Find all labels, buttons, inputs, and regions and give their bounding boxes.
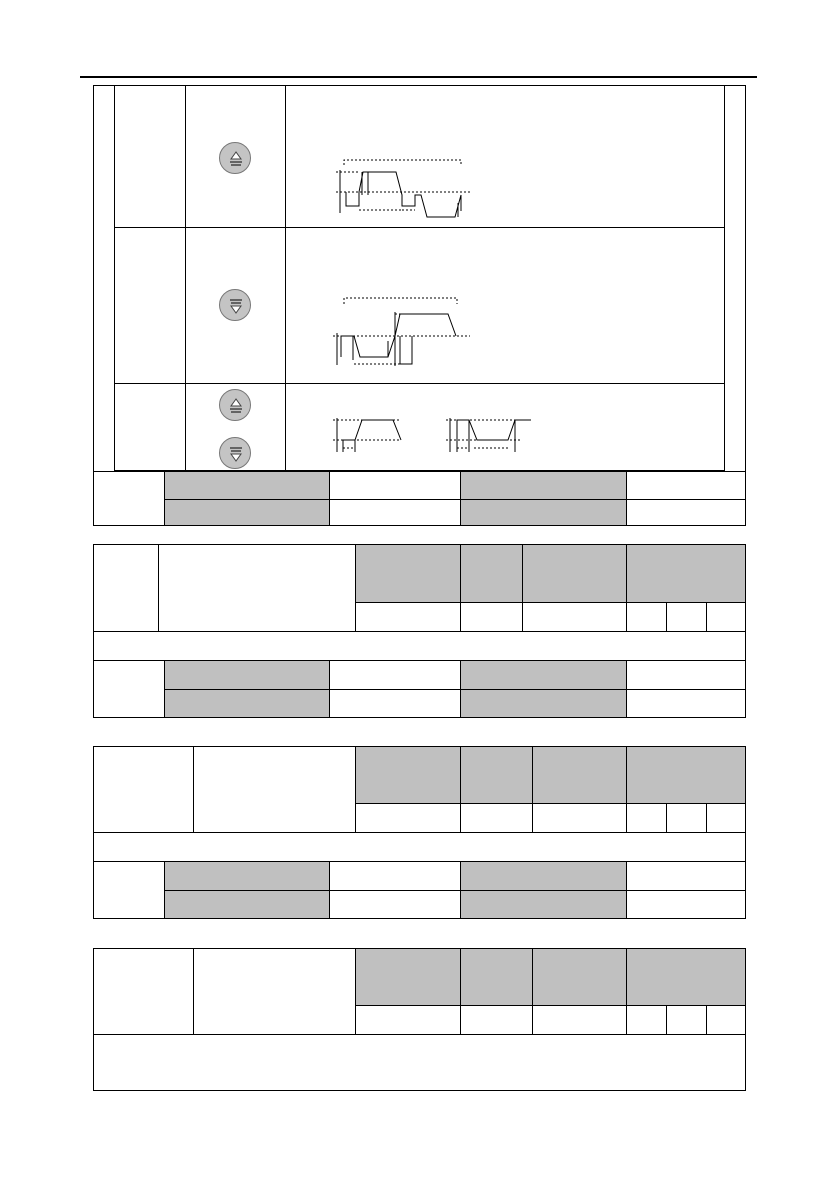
value-unit [522, 602, 627, 632]
header-unit [522, 544, 627, 603]
value-default [460, 1005, 533, 1035]
description-row [93, 832, 746, 862]
related-grey-cell-4 [460, 499, 627, 526]
description-row [93, 1034, 746, 1091]
related-white-cell-3 [329, 890, 461, 919]
related-grey-cell-3 [164, 689, 330, 718]
param-name-cell [193, 746, 356, 833]
up-key-button [219, 142, 251, 174]
mode-cell-2 [666, 1005, 707, 1035]
mode-cell-3 [706, 803, 746, 833]
value-setting-range [355, 803, 461, 833]
param-code-cell [93, 746, 194, 833]
header-control-mode [626, 746, 746, 804]
header-unit [532, 746, 627, 804]
related-grey-cell-1 [164, 660, 330, 690]
row-divider-2 [114, 383, 725, 384]
related-white-cell-1 [329, 861, 461, 891]
header-setting-range [355, 948, 461, 1006]
mode-cell-2 [666, 602, 707, 632]
col-divider-2 [285, 85, 286, 471]
related-label-cell [93, 660, 165, 718]
up-arrow-icon [220, 390, 252, 422]
related-grey-cell-3 [164, 499, 330, 526]
header-setting-range [355, 746, 461, 804]
param-code-cell [93, 544, 159, 632]
param-name-cell [193, 948, 356, 1035]
mode-cell-2 [666, 803, 707, 833]
related-grey-cell-1 [164, 861, 330, 891]
related-white-cell-1 [329, 471, 461, 500]
related-white-cell-2 [626, 471, 746, 500]
related-grey-cell-4 [460, 890, 627, 919]
value-unit [532, 803, 627, 833]
header-default [460, 948, 533, 1006]
mode-cell-1 [626, 1005, 667, 1035]
up-key-button-small [219, 389, 251, 421]
col-divider-1 [185, 85, 186, 471]
related-label-cell [93, 471, 165, 526]
related-white-cell-4 [626, 890, 746, 919]
related-grey-cell-2 [460, 861, 627, 891]
related-white-cell-1 [329, 660, 461, 690]
value-unit [532, 1005, 627, 1035]
related-white-cell-3 [329, 499, 461, 526]
down-key-button [219, 289, 251, 321]
value-setting-range [355, 602, 461, 632]
mode-cell-3 [706, 602, 746, 632]
down-arrow-icon [220, 438, 252, 470]
related-white-cell-2 [626, 660, 746, 690]
value-setting-range [355, 1005, 461, 1035]
inner-frame [114, 85, 725, 471]
related-white-cell-4 [626, 499, 746, 526]
mode-cell-1 [626, 803, 667, 833]
header-default [460, 746, 533, 804]
related-white-cell-2 [626, 861, 746, 891]
mode-cell-3 [706, 1005, 746, 1035]
related-white-cell-4 [626, 689, 746, 718]
related-grey-cell-3 [164, 890, 330, 919]
header-control-mode [626, 948, 746, 1006]
header-rule [80, 76, 757, 78]
up-arrow-icon [220, 143, 252, 175]
header-setting-range [355, 544, 461, 603]
related-grey-cell-1 [164, 471, 330, 500]
related-label-cell [93, 861, 165, 919]
value-default [460, 602, 523, 632]
header-control-mode [626, 544, 746, 603]
related-grey-cell-2 [460, 471, 627, 500]
row-divider-1 [114, 227, 725, 228]
down-arrow-icon [220, 290, 252, 322]
value-default [460, 803, 533, 833]
param-name-cell [158, 544, 356, 632]
description-row [93, 631, 746, 661]
down-key-button-small [219, 437, 251, 469]
related-grey-cell-4 [460, 689, 627, 718]
header-default [460, 544, 523, 603]
header-unit [532, 948, 627, 1006]
related-grey-cell-2 [460, 660, 627, 690]
related-white-cell-3 [329, 689, 461, 718]
param-code-cell [93, 948, 194, 1035]
mode-cell-1 [626, 602, 667, 632]
